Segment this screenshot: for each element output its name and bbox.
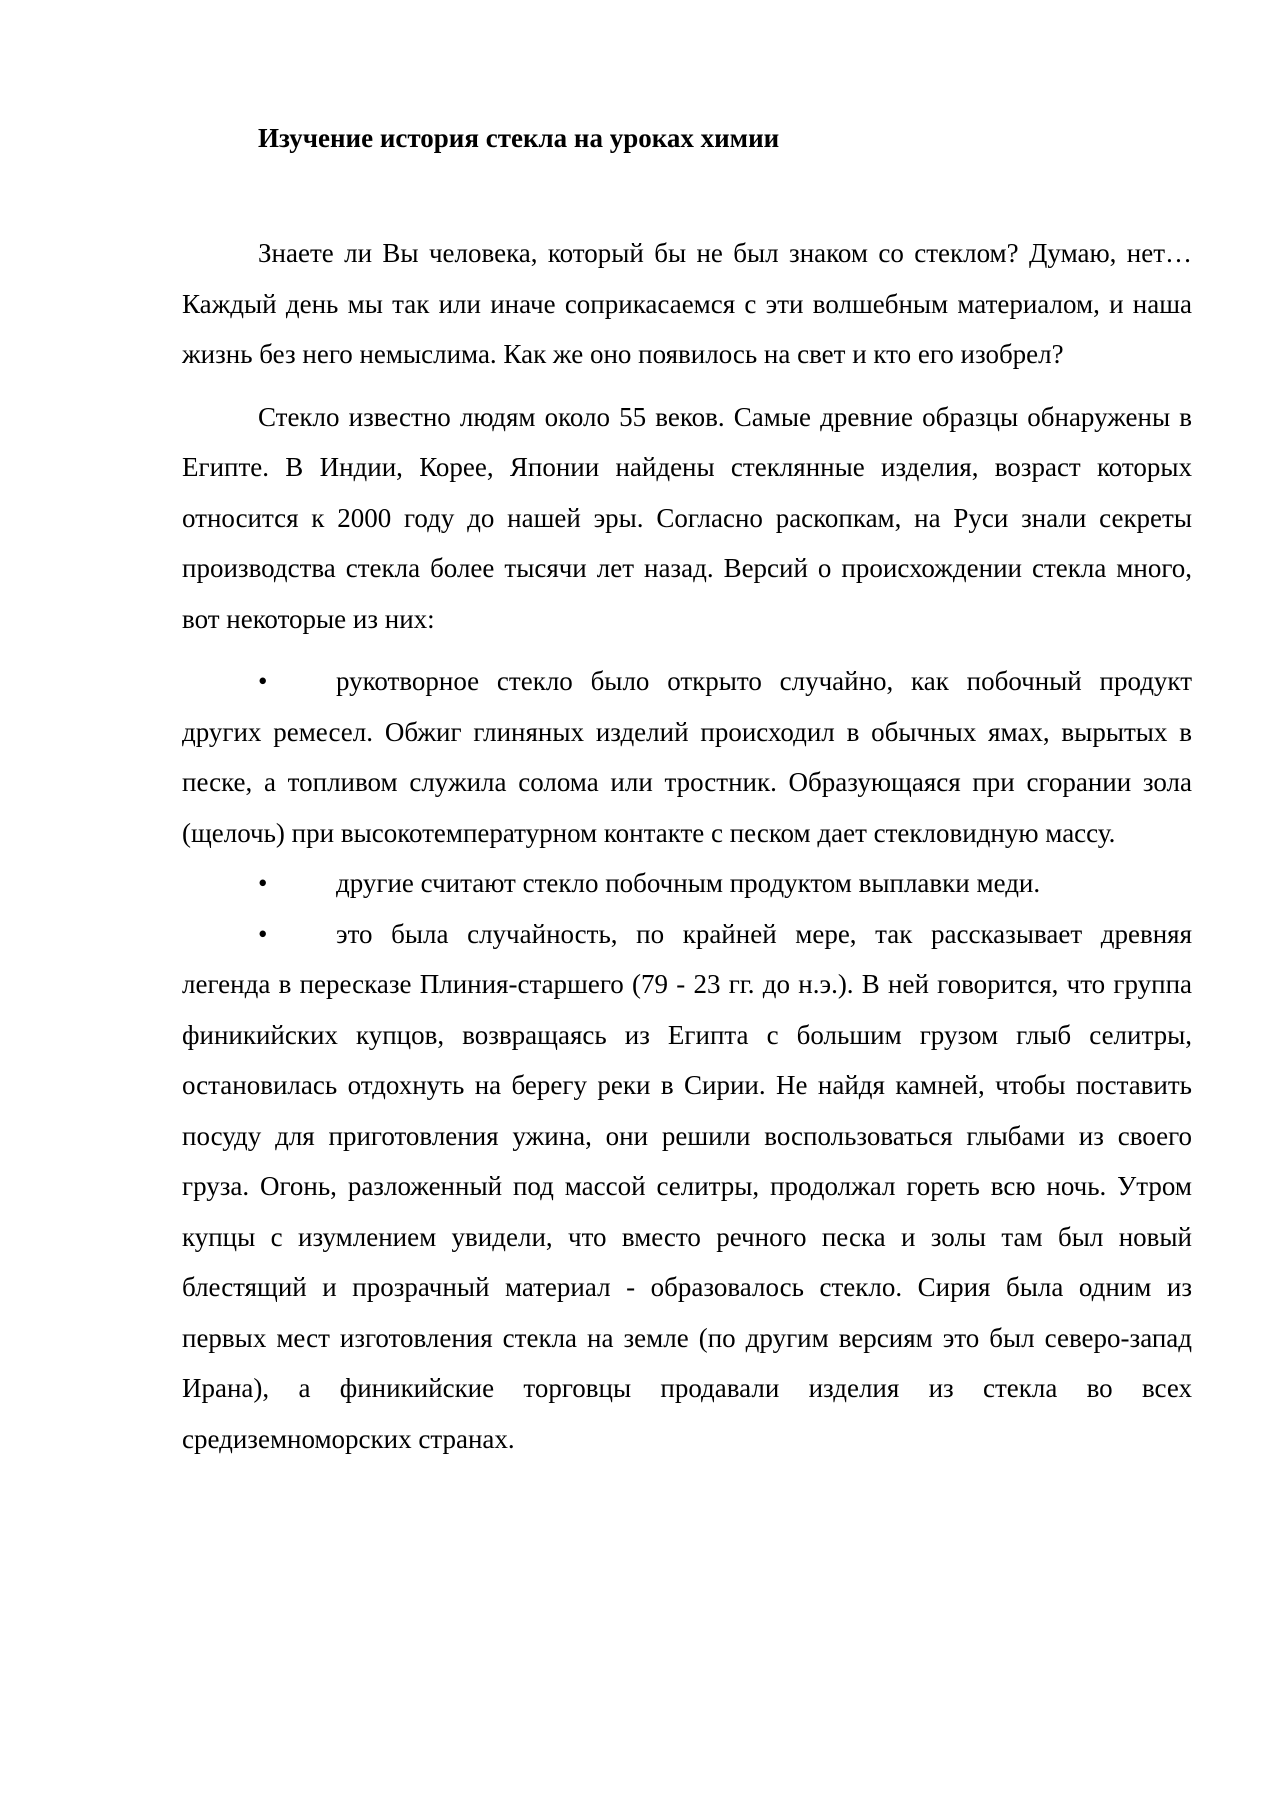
paragraph-history: Стекло известно людям около 55 веков. Самые древние образцы обнаружены в Египте. В Индии, Корее, Японии найдены стеклянные изделия, возраст которых относится к 2000 году до нашей эры. Согласно раскопкам, на Руси знали секреты производства стекла более тысячи лет назад. Версий о происхождении стекла много, вот некоторые из них: (182, 401, 1192, 634)
bullet-item-3 (182, 909, 1192, 1465)
bullet-marker: • (258, 868, 268, 898)
bullet-text-3: это была случайность, по крайней мере, так рассказывает древняя легенда в пересказе Плиния-старшего (79 - 23 гг. до н.э.). В ней говорится, что группа финикийских купцов, возвращаясь из Египта с большим грузом глыб селитры, остановилась отдохнуть на берегу реки в Сирии. Не найдя камней, чтобы поставить посуду для приготовления ужина, они решили воспользоваться глыбами из своего груза. Огонь, разложенный под массой селитры, продолжал гореть всю ночь. Утром купцы с изумлением увидели, что вместо речного песка и золы там был новый блестящий и прозрачный материал - образовалось стекло. Сирия была одним из первых мест изготовления стекла на земле (по другим версиям это был северо-запад Ирана), а финикийские торговцы продавали изделия из стекла во всех средиземноморских странах. (182, 918, 1192, 1454)
bullet-text-2: другие считают стекло побочным продуктом выплавки меди. (336, 868, 1041, 898)
bullet-item-1 (182, 656, 1192, 858)
bullet-marker: • (258, 918, 268, 949)
bullet-item-2 (182, 858, 1192, 909)
document-body (182, 228, 1192, 1464)
bullet-marker: • (258, 666, 268, 696)
bullet-text-1: рукотворное стекло было открыто случайно, как побочный продукт других ремесел. Обжиг глиняных изделий происходил в обычных ямах, вырытых в песке, а топливом служила солома или тростник. Образующаяся при сгорании зола (щелочь) при высокотемпературном контакте с песком дает стекловидную массу. (182, 666, 1192, 848)
paragraph-intro: Знаете ли Вы человека, который бы не был знаком со стеклом? Думаю, нет… Каждый день мы так или иначе соприкасаемся с эти волшебным материалом, и наша жизнь без него немыслима. Как же оно появилось на свет и кто его изобрел? (182, 238, 1192, 369)
document-title: Изучение история стекла на уроках химии (258, 123, 780, 153)
